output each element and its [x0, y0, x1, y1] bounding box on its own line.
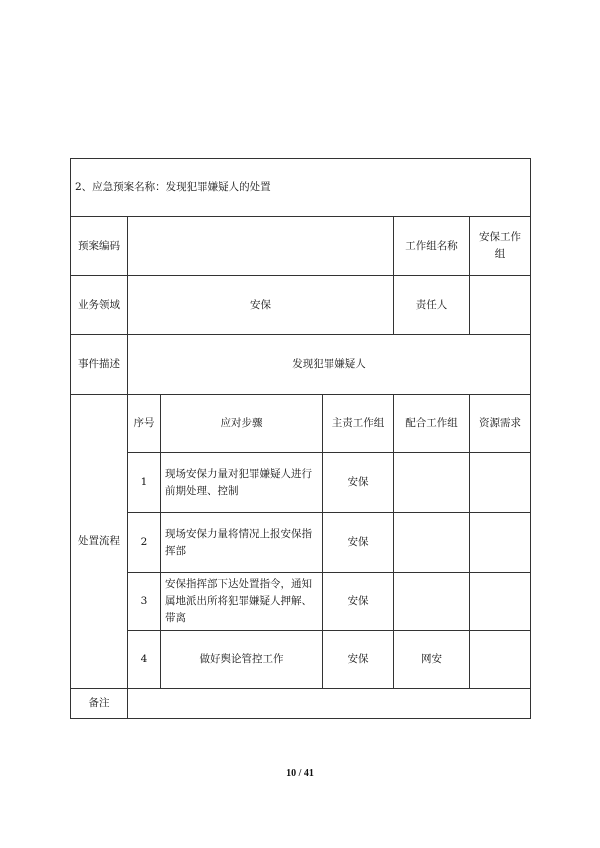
step-lead: 安保: [323, 453, 394, 513]
business-area-label: 业务领域: [71, 276, 128, 335]
step-seq: 2: [128, 513, 161, 573]
step-support: 网安: [394, 631, 470, 689]
table-row: [71, 453, 531, 513]
remarks-value: [128, 689, 531, 719]
table-row: [71, 573, 531, 631]
workgroup-name-value: 安保工作组: [470, 217, 531, 276]
step-seq: 1: [128, 453, 161, 513]
workgroup-name-label: 工作组名称: [394, 217, 470, 276]
support-header: 配合工作组: [394, 395, 470, 453]
responsible-person-value: [470, 276, 531, 335]
title-row: [71, 159, 531, 217]
step-lead: 安保: [323, 513, 394, 573]
page-number: 10 / 41: [286, 768, 314, 779]
remarks-label: 备注: [71, 689, 128, 719]
lead-header: 主责工作组: [323, 395, 394, 453]
step-resource: [470, 453, 531, 513]
step-text: 现场安保力量对犯罪嫌疑人进行前期处理、控制: [161, 453, 323, 513]
event-desc-label: 事件描述: [71, 335, 128, 395]
step-resource: [470, 573, 531, 631]
plan-code-value: [128, 217, 394, 276]
event-desc-row: [71, 335, 531, 395]
emergency-plan-table: [70, 158, 531, 719]
step-resource: [470, 631, 531, 689]
seq-header: 序号: [128, 395, 161, 453]
business-area-value: 安保: [128, 276, 394, 335]
step-support: [394, 513, 470, 573]
step-seq: 4: [128, 631, 161, 689]
step-lead: 安保: [323, 573, 394, 631]
responsible-person-label: 责任人: [394, 276, 470, 335]
table-row: [71, 513, 531, 573]
business-area-row: [71, 276, 531, 335]
plan-code-row: [71, 217, 531, 276]
steps-header-row: [71, 395, 531, 453]
step-lead: 安保: [323, 631, 394, 689]
step-support: [394, 573, 470, 631]
remarks-row: [71, 689, 531, 719]
table-row: [71, 631, 531, 689]
plan-title: 2、应急预案名称：发现犯罪嫌疑人的处置: [71, 159, 531, 217]
step-text: 安保指挥部下达处置指令，通知属地派出所将犯罪嫌疑人押解、带离: [161, 573, 323, 631]
step-resource: [470, 513, 531, 573]
step-header: 应对步骤: [161, 395, 323, 453]
resource-header: 资源需求: [470, 395, 531, 453]
event-desc-value: 发现犯罪嫌疑人: [128, 335, 531, 395]
step-text: 做好舆论管控工作: [161, 631, 323, 689]
process-label: 处置流程: [71, 395, 128, 689]
step-seq: 3: [128, 573, 161, 631]
step-support: [394, 453, 470, 513]
step-text: 现场安保力量将情况上报安保指挥部: [161, 513, 323, 573]
plan-code-label: 预案编码: [71, 217, 128, 276]
